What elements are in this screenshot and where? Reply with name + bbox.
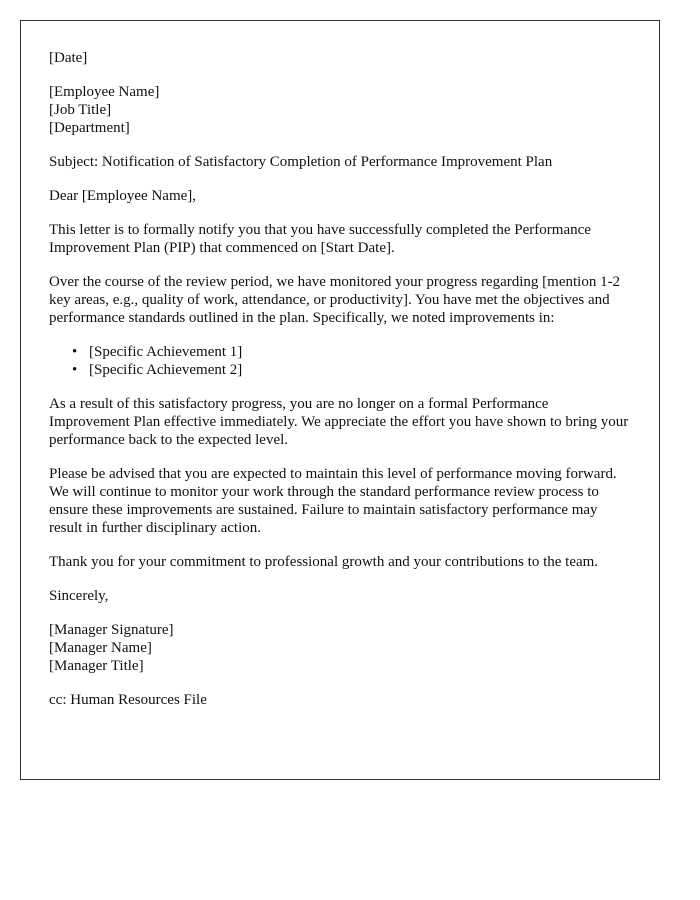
- paragraph-progress: Over the course of the review period, we have monitored your progress regarding [mention 1-2 key areas, e.g., quality of work, attendance, or productivity]. You have met the objectives and performance standards outlined in the plan. Specifically, we noted improvements in:: [49, 274, 621, 326]
- manager-name: [Manager Name]: [49, 640, 152, 656]
- achievement-text: [Specific Achievement 2]: [89, 362, 243, 378]
- achievements-list: [49, 343, 631, 379]
- list-item: [72, 343, 631, 361]
- list-item: [72, 361, 631, 379]
- signature-block: [49, 621, 631, 675]
- recipient-name: [Employee Name]: [49, 84, 160, 100]
- letter-document: [20, 20, 660, 780]
- recipient-job-title: [Job Title]: [49, 102, 112, 118]
- letter-subject: Subject: Notification of Satisfactory Completion of Performance Improvement Plan: [49, 154, 553, 170]
- cc-line: cc: Human Resources File: [49, 692, 207, 708]
- bullet-icon: •: [72, 344, 78, 360]
- paragraph-result: As a result of this satisfactory progress, you are no longer on a formal Performance Improvement Plan effective immediately. We appreciate the effort you have shown to bring your performance back to the expected level.: [49, 396, 629, 448]
- paragraph-expectations: Please be advised that you are expected to maintain this level of performance moving forward. We will continue to monitor your work through the standard performance review process to ensure these improvements are sustained. Failure to maintain satisfactory performance may result in further disciplinary action.: [49, 466, 617, 536]
- letter-salutation: Dear [Employee Name],: [49, 188, 197, 204]
- recipient-block: [49, 83, 631, 137]
- achievement-text: [Specific Achievement 1]: [89, 344, 243, 360]
- manager-signature: [Manager Signature]: [49, 622, 174, 638]
- manager-title: [Manager Title]: [49, 658, 144, 674]
- recipient-department: [Department]: [49, 120, 130, 136]
- bullet-icon: •: [72, 362, 78, 378]
- letter-closing: Sincerely,: [49, 588, 109, 604]
- paragraph-thanks: Thank you for your commitment to professional growth and your contributions to the team.: [49, 554, 599, 570]
- paragraph-notification: This letter is to formally notify you that you have successfully completed the Performance Improvement Plan (PIP) that commenced on [Start Date].: [49, 222, 591, 256]
- letter-date: [Date]: [49, 50, 88, 66]
